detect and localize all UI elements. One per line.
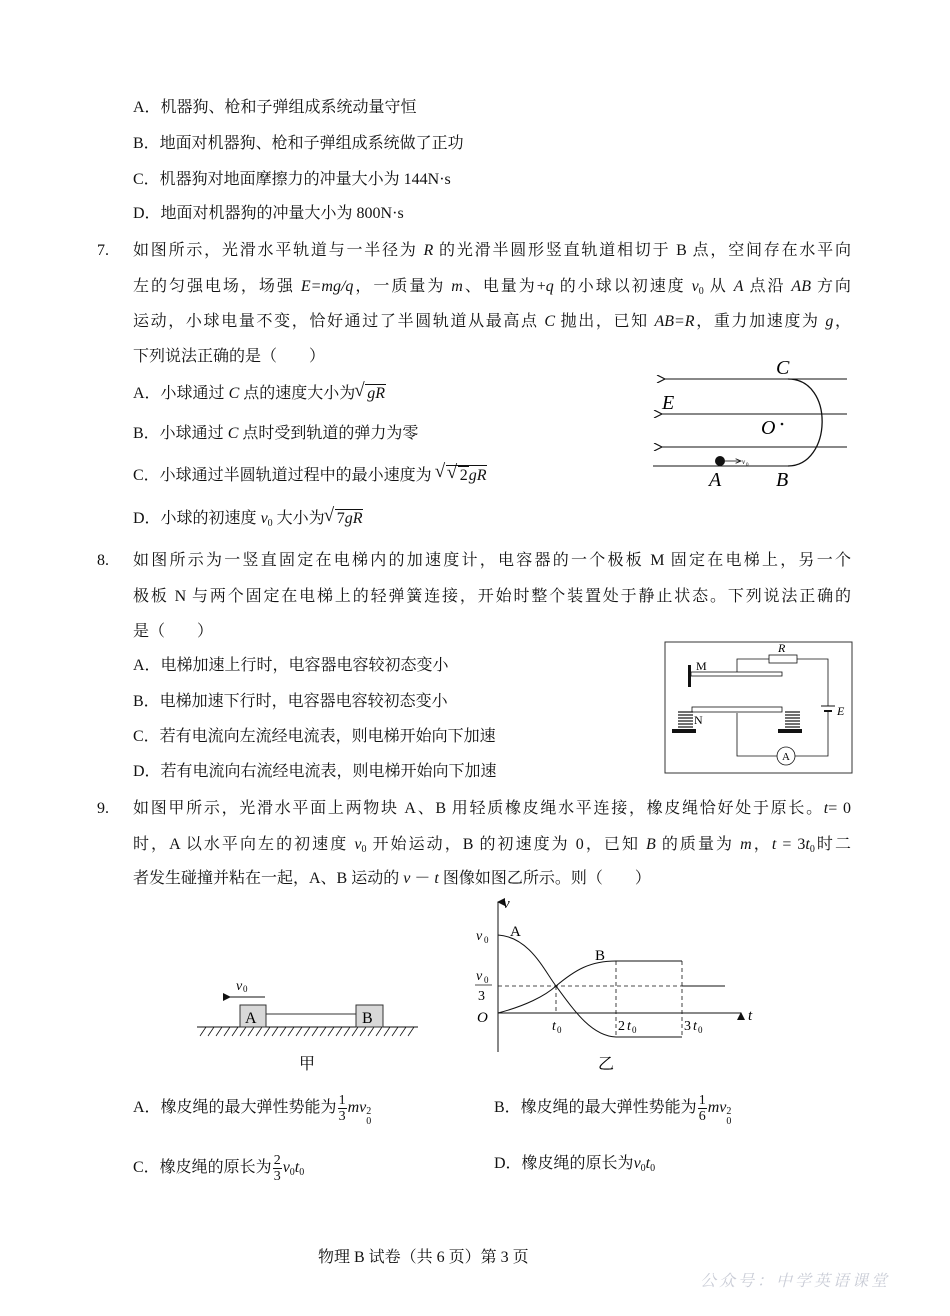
page-footer: 物理 B 试卷（共 6 页）第 3 页	[318, 1249, 529, 1266]
svg-text:t: t	[627, 1019, 631, 1034]
svg-text:2: 2	[618, 1019, 625, 1034]
q7-option-c: C．小球通过半圆轨道过程中的最小速度为√ √ 2gR	[133, 465, 487, 487]
plate-m-mount	[688, 665, 691, 687]
q9-option-b: B．橡皮绳的最大弹性势能为 $\frac{1}{6}$ mv 2 0	[494, 1093, 732, 1128]
curve-b	[498, 961, 682, 1013]
svg-text:E: E	[837, 704, 845, 718]
q8-option-c: C．若有电流向左流经电流表，则电梯开始向下加速	[133, 728, 496, 745]
svg-text:3: 3	[684, 1019, 691, 1034]
q7-stem-line: 如图所示，光滑水平轨道与一半径为 R 的光滑半圆形竖直轨道相切于 B 点，空间存在水平向	[133, 242, 851, 259]
q7-option-d: D．小球的初速度 $v_0$ 大小为√ 7gR	[133, 508, 363, 535]
q8-stem-line: 是（ ）	[133, 623, 214, 640]
q9-number: 9.	[97, 800, 109, 817]
spring-left	[678, 712, 693, 727]
svg-text:t: t	[748, 1008, 753, 1024]
q7-stem-line: 左的匀强电场，场强 E=mg/q，一质量为 m、电量为+q 的小球以初速度 $v_0$ 从 A 点沿 AB 方向	[133, 278, 851, 297]
svg-text:0: 0	[698, 1025, 703, 1035]
q9-option-a: A．橡皮绳的最大弹性势能为 $\frac{1}{3}$ mv 2 0	[133, 1093, 372, 1128]
watermark: 公众号：中学英语课堂	[700, 1273, 891, 1290]
svg-text:M: M	[696, 659, 707, 673]
svg-text:v: v	[503, 896, 510, 912]
svg-text:乙: 乙	[598, 1056, 615, 1073]
svg-text:甲: 甲	[299, 1056, 316, 1073]
label-a: A	[709, 469, 722, 491]
label-e: E	[662, 392, 675, 414]
svg-text:0: 0	[746, 463, 749, 468]
svg-text:O: O	[477, 1010, 488, 1026]
q7-number: 7.	[97, 242, 109, 259]
label-b: B	[776, 469, 789, 491]
svg-text:0: 0	[484, 975, 489, 985]
q9-stem-line: 者发生碰撞并粘在一起，A、B 运动的 v － t 图像如图乙所示。则（ ）	[133, 870, 651, 887]
svg-text:B: B	[595, 948, 606, 964]
svg-text:0: 0	[243, 984, 248, 994]
q6-option-b: B．地面对机器狗、枪和子弹组成系统做了正功	[133, 135, 464, 152]
svg-text:v: v	[476, 969, 483, 984]
q9-figure-jia	[197, 979, 418, 1073]
svg-text:3: 3	[478, 989, 485, 1004]
svg-text:v: v	[236, 979, 243, 994]
q8-stem-line: 如图所示为一竖直固定在电梯内的加速度计，电容器的一个极板 M 固定在电梯上，另一个	[133, 552, 851, 569]
q7-option-a: A．小球通过 C 点的速度大小为√ gR	[133, 383, 386, 405]
svg-text:N: N	[694, 713, 703, 727]
q8-option-a: A．电梯加速上行时，电容器电容较初态变小	[133, 657, 449, 674]
label-o: O	[761, 417, 776, 439]
svg-text:0: 0	[557, 1025, 562, 1035]
q9-figure-yi	[475, 896, 753, 1073]
plate-n	[692, 707, 782, 712]
q6-option-d: D．地面对机器狗的冲量大小为 800N·s	[133, 205, 404, 222]
q9-stem-line: 如图甲所示，光滑水平面上两物块 A、B 用轻质橡皮绳水平连接，橡皮绳恰好处于原长。t= 0	[133, 800, 851, 817]
q8-option-b: B．电梯加速下行时，电容器电容较初态变小	[133, 693, 448, 710]
q8-stem-line: 极板 N 与两个固定在电梯上的轻弹簧连接，开始时整个装置处于静止状态。下列说法正确的	[133, 588, 851, 605]
svg-text:0: 0	[632, 1025, 637, 1035]
svg-text:0: 0	[484, 935, 489, 945]
svg-text:A: A	[245, 1010, 257, 1027]
q7-stem-line: 下列说法正确的是（ ）	[133, 348, 326, 365]
q7-option-b: B．小球通过 C 点时受到轨道的弹力为零	[133, 425, 419, 442]
q8-option-d: D．若有电流向右流经电流表，则电梯开始向下加速	[133, 763, 497, 780]
svg-text:t: t	[552, 1019, 556, 1034]
q7-stem-line: 运动，小球电量不变，恰好通过了半圆轨道从最高点 C 抛出，已知 AB=R，重力加速度为 g，	[133, 313, 851, 330]
q6-option-a: A．机器狗、枪和子弹组成系统动量守恒	[133, 99, 417, 116]
svg-text:v: v	[476, 929, 483, 944]
q6-option-c: C．机器狗对地面摩擦力的冲量大小为 144N·s	[133, 171, 451, 188]
ball	[715, 456, 725, 466]
spring-right	[785, 712, 800, 727]
svg-text:B: B	[362, 1010, 373, 1027]
svg-text:v: v	[742, 458, 746, 466]
q8-figure	[665, 641, 852, 773]
svg-text:t: t	[693, 1019, 697, 1034]
resistor	[769, 655, 797, 663]
q9-option-d: D．橡皮绳的原长为$v_0t_0$	[494, 1155, 656, 1174]
svg-text:R: R	[778, 641, 786, 655]
svg-text:A: A	[782, 751, 790, 763]
semicircle-track	[788, 379, 822, 466]
q9-stem-line: 时，A 以水平向左的初速度 $v_0$ 开始运动，B 的初速度为 0，已知 B 的质量为 m，$t = 3t_0$时二	[133, 836, 851, 855]
svg-text:A: A	[510, 924, 521, 940]
q8-number: 8.	[97, 552, 109, 569]
label-c: C	[776, 357, 790, 379]
q9-option-c: C．橡皮绳的原长为 $\frac{2}{3}$ $v_0t_0$	[133, 1153, 305, 1184]
